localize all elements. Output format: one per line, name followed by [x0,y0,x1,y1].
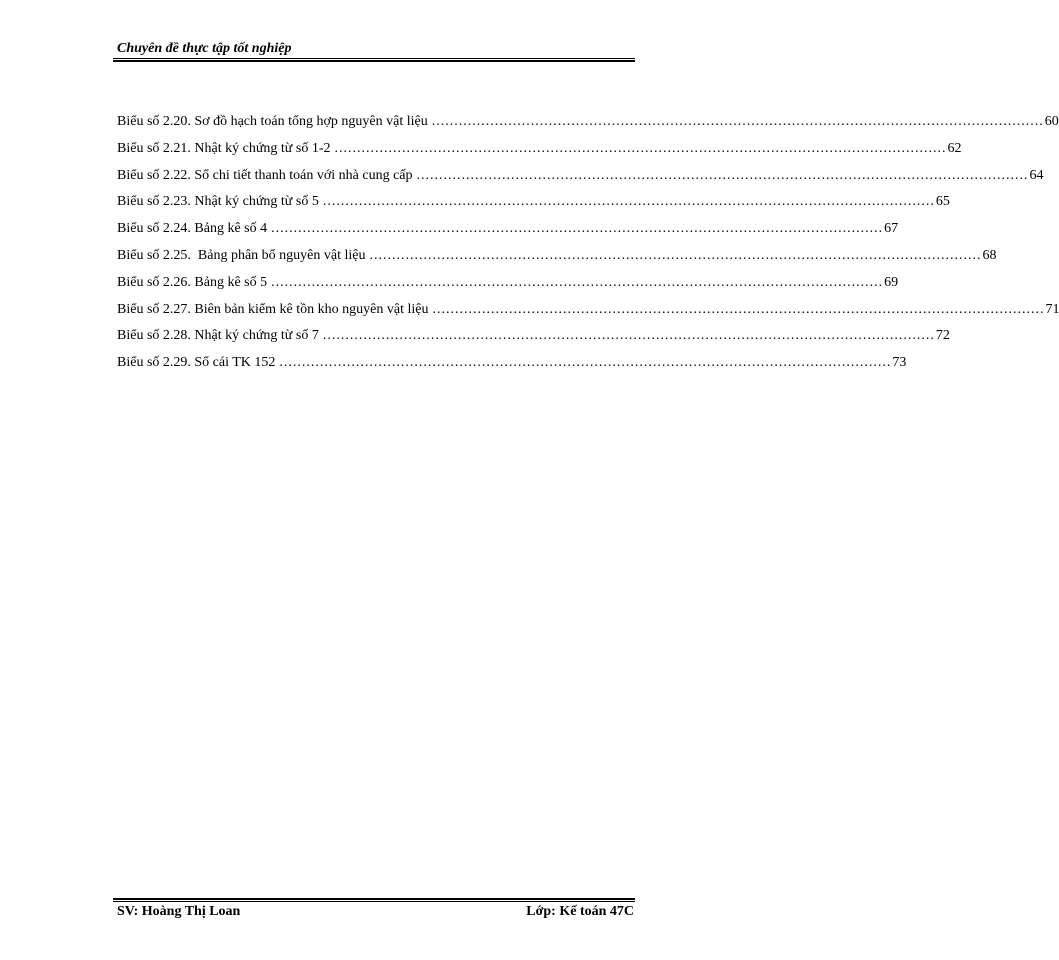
toc-entry[interactable] [117,301,1059,329]
header-divider [113,58,635,59]
dot-leader: ........................................................................................................................................ [271,221,884,237]
toc-entry-label: Biểu số 2.29. Sổ cái TK 152 [117,355,276,371]
toc-entry[interactable] [117,274,899,302]
toc-entry-label: Biểu số 2.27. Biên bản kiểm kê tồn kho nguyên vật liệu [117,301,429,317]
dot-leader: ........................................................................................................................................ [271,274,884,290]
toc-page-number: 67 [884,221,899,237]
toc-entry-label: Biểu số 2.22. Sổ chi tiết thanh toán với nhà cung cấp [117,167,413,183]
toc-entry[interactable] [117,114,1059,141]
dot-leader: ........................................................................................................................................ [416,167,1029,183]
toc-entry[interactable] [117,328,950,355]
table-of-figures [117,114,1059,382]
toc-page-number: 64 [1029,167,1044,183]
toc-entry[interactable] [117,194,950,221]
dot-leader: ........................................................................................................................................ [279,355,892,371]
toc-entry-label: Biểu số 2.28. Nhật ký chứng từ số 7 [117,328,319,344]
toc-entry[interactable] [117,355,907,382]
toc-entry[interactable] [117,140,962,168]
toc-page-number: 69 [884,274,899,290]
toc-entry[interactable] [117,247,997,275]
toc-page-number: 60 [1044,114,1059,129]
dot-leader: ........................................................................................................................................ [431,114,1044,129]
toc-page-number: 65 [935,194,950,210]
toc-page-number: 68 [982,247,997,263]
dot-leader: ........................................................................................................................................ [322,194,935,210]
toc-entry-label: Biểu số 2.21. Nhật ký chứng từ số 1-2 [117,140,331,156]
toc-page-number: 73 [892,355,907,371]
toc-entry-label: Biểu số 2.24. Bảng kê số 4 [117,221,268,237]
toc-entry[interactable] [117,221,899,248]
dot-leader: ........................................................................................................................................ [334,140,947,156]
footer-student-name: SV: Hoàng Thị Loan [117,904,241,919]
footer-class-name: Lớp: Kế toán 47C [526,904,634,919]
dot-leader: ........................................................................................................................................ [369,247,982,263]
dot-leader: ........................................................................................................................................ [432,301,1045,317]
toc-entry[interactable] [117,167,1044,195]
toc-entry-label: Biểu số 2.20. Sơ đồ hạch toán tổng hợp nguyên vật liệu [117,114,428,129]
toc-page-number: 72 [935,328,950,344]
dot-leader: ........................................................................................................................................ [322,328,935,344]
toc-entry-label: Biểu số 2.25. Bảng phân bổ nguyên vật liệu [117,247,366,263]
toc-page-number: 62 [947,140,962,156]
toc-entry-label: Biểu số 2.26. Bảng kê số 5 [117,274,268,290]
footer-divider [113,901,635,902]
toc-entry-label: Biểu số 2.23. Nhật ký chứng từ số 5 [117,194,319,210]
footer-divider-thick [113,898,635,900]
toc-page-number: 71 [1045,301,1059,317]
header-title: Chuyên đề thực tập tốt nghiệp [117,41,292,56]
header-divider-thick [113,60,635,62]
